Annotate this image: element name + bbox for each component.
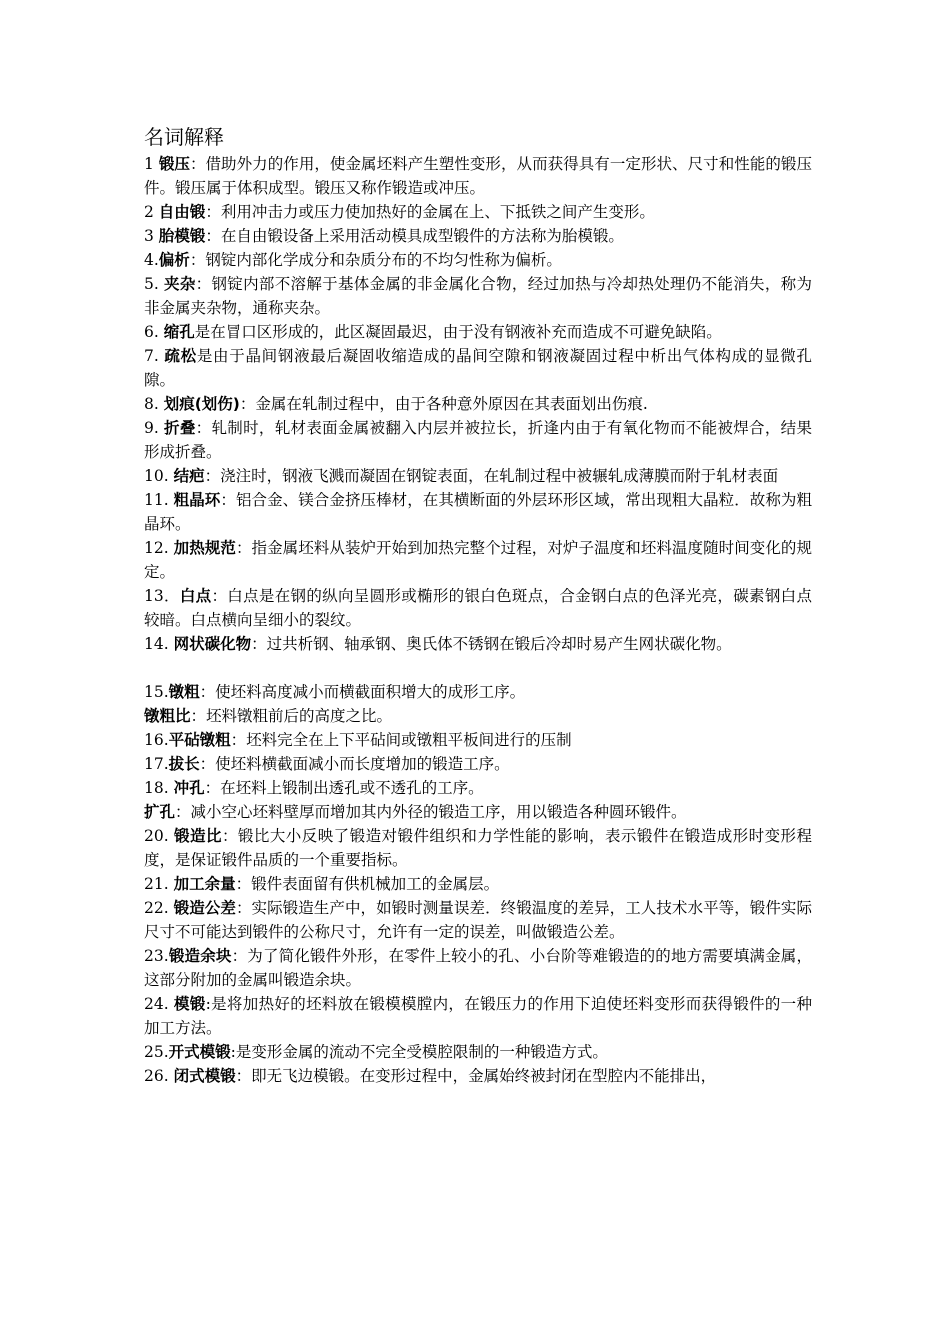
entry-definition: ：钢锭内部化学成分和杂质分布的不均匀性称为偏析。 bbox=[189, 251, 562, 269]
entry-number: 12. bbox=[144, 539, 174, 557]
entry-definition: ：浇注时，钢液飞溅而凝固在钢锭表面，在轧制过程中被辗轧成薄膜而附于轧材表面 bbox=[204, 467, 779, 485]
entry-term: 平砧镦粗 bbox=[168, 731, 231, 749]
entry-definition: ：利用冲击力或压力使加热好的金属在上、下抵铁之间产生变形。 bbox=[205, 203, 655, 221]
entry-number: 9. bbox=[144, 419, 165, 437]
entry-number: 26. bbox=[144, 1067, 174, 1085]
definition-entry bbox=[144, 824, 812, 872]
entry-term: 开式模锻 bbox=[168, 1043, 231, 1061]
entry-definition: ：在自由锻设备上采用活动模具成型锻件的方法称为胎模锻。 bbox=[205, 227, 624, 245]
entry-number: 2 bbox=[144, 203, 159, 221]
page-title: 名词解释 bbox=[144, 125, 224, 149]
definition-entry bbox=[144, 224, 812, 248]
entry-term: 镦粗比 bbox=[144, 707, 191, 725]
entry-number: 15. bbox=[144, 683, 169, 701]
definition-entry bbox=[144, 272, 812, 320]
definition-entry bbox=[144, 992, 812, 1040]
entry-number: 4. bbox=[144, 251, 159, 269]
entry-definition: :是将加热好的坯料放在锻模模膛内，在锻压力的作用下迫使坯料变形而获得锻件的一种加工方法。 bbox=[144, 995, 812, 1037]
entry-definition: :是变形金属的流动不完全受模腔限制的一种锻造方式。 bbox=[230, 1043, 608, 1061]
definition-entry bbox=[144, 488, 812, 536]
definition-entry bbox=[144, 728, 812, 752]
definition-entry bbox=[144, 584, 812, 632]
entry-number: 13． bbox=[144, 587, 180, 605]
definition-entry bbox=[144, 152, 812, 200]
entry-definition: ：借助外力的作用，使金属坯料产生塑性变形，从而获得具有一定形状、尺寸和性能的锻压件。锻压属于体积成型。锻压又称作锻造或冲压。 bbox=[144, 155, 812, 197]
entry-definition: 是由于晶间钢液最后凝固收缩造成的晶间空隙和钢液凝固过程中析出气体构成的显微孔隙。 bbox=[144, 347, 812, 389]
entry-number: 11. bbox=[144, 491, 174, 509]
entry-term: 锻造比 bbox=[174, 827, 222, 845]
entry-term: 锻造余块 bbox=[168, 947, 232, 965]
entry-number: 5. bbox=[144, 275, 165, 293]
entry-definition: ：坯料镦粗前后的高度之比。 bbox=[190, 707, 393, 725]
entry-definition: ：指金属坯料从装炉开始到加热完整个过程，对炉子温度和坯料温度随时间变化的规定。 bbox=[144, 539, 812, 581]
definition-entry bbox=[144, 1040, 812, 1064]
definition-list bbox=[144, 152, 812, 1088]
entry-definition: ：实际锻造生产中，如锻时测量误差．终锻温度的差异，工人技术水平等，锻件实际尺寸不可能达到锻件的公称尺寸，允许有一定的误差，叫做锻造公差。 bbox=[144, 899, 812, 941]
entry-term: 扩孔 bbox=[144, 803, 176, 821]
entry-number: 1 bbox=[144, 155, 159, 173]
definition-entry bbox=[144, 200, 812, 224]
entry-term: 缩孔 bbox=[163, 323, 195, 341]
entry-definition: ：锻件表面留有供机械加工的金属层。 bbox=[235, 875, 500, 893]
entry-term: 结疤 bbox=[173, 467, 205, 485]
document-page bbox=[144, 122, 812, 1088]
entry-definition: ：过共析钢、轴承钢、奥氏体不锈钢在锻后冷却时易产生网状碳化物。 bbox=[251, 635, 732, 653]
entry-term: 自由锻 bbox=[158, 203, 206, 221]
definition-entry bbox=[144, 680, 812, 704]
entry-definition: ：轧制时，轧材表面金属被翻入内层并被拉长，折逢内由于有氧化物而不能被焊合，结果形成折叠。 bbox=[144, 419, 812, 461]
entry-term: 偏析 bbox=[158, 251, 190, 269]
entry-number: 23. bbox=[144, 947, 169, 965]
entry-number: 10. bbox=[144, 467, 174, 485]
entry-definition: ：在坯料上锻制出透孔或不透孔的工序。 bbox=[204, 779, 484, 797]
entry-term: 冲孔 bbox=[173, 779, 205, 797]
definition-entry bbox=[144, 248, 812, 272]
entry-number: 8. bbox=[144, 395, 164, 413]
definition-entry bbox=[144, 752, 812, 776]
entry-definition: ：使坯料高度减小而横截面积增大的成形工序。 bbox=[199, 683, 526, 701]
entry-definition: ：白点是在钢的纵向呈圆形或椭形的银白色斑点，合金钢白点的色泽光亮，碳素钢白点较暗。白点横向呈细小的裂纹。 bbox=[144, 587, 812, 629]
entry-definition: ：使坯料横截面减小而长度增加的锻造工序。 bbox=[199, 755, 510, 773]
entry-term: 折叠 bbox=[164, 419, 196, 437]
entry-term: 闭式模锻 bbox=[173, 1067, 236, 1085]
entry-definition: 是在冒口区形成的，此区凝固最迟，由于没有钢液补充而造成不可避免缺陷。 bbox=[194, 323, 722, 341]
entry-definition: ：为了简化锻件外形，在零件上较小的孔、小台阶等难锻造的的地方需要填满金属，这部分附加的金属叫锻造余块。 bbox=[144, 947, 812, 989]
entry-term: 白点 bbox=[179, 587, 212, 605]
entry-definition: ：锻比大小反映了锻造对锻件组织和力学性能的影响，表示锻件在锻造成形时变形程度，是保证锻件品质的一个重要指标。 bbox=[144, 827, 812, 869]
definition-entry bbox=[144, 536, 812, 584]
entry-definition: ：即无飞边模锻。在变形过程中，金属始终被封闭在型腔内不能排出， bbox=[235, 1067, 717, 1085]
entry-term: 拔长 bbox=[168, 755, 200, 773]
definition-entry bbox=[144, 944, 812, 992]
definition-entry bbox=[144, 1064, 812, 1088]
entry-definition: ：钢锭内部不溶解于基体金属的非金属化合物，经过加热与冷却热处理仍不能消失，称为非金属夹杂物，通称夹杂。 bbox=[144, 275, 812, 317]
definition-entry bbox=[144, 344, 812, 392]
entry-term: 模锻 bbox=[173, 995, 206, 1013]
entry-number: 25. bbox=[144, 1043, 169, 1061]
entry-term: 加热规范 bbox=[173, 539, 236, 557]
definition-entry bbox=[144, 896, 812, 944]
definition-entry bbox=[144, 320, 812, 344]
entry-definition: ：减小空心坯料壁厚而增加其内外径的锻造工序，用以锻造各种圆环锻件。 bbox=[175, 803, 687, 821]
entry-number: 20. bbox=[144, 827, 175, 845]
entry-term: 网状碳化物 bbox=[173, 635, 252, 653]
definition-entry bbox=[144, 800, 812, 824]
entry-number: 7. bbox=[144, 347, 165, 365]
entry-number: 24. bbox=[144, 995, 174, 1013]
entry-term: 锻造公差 bbox=[173, 899, 236, 917]
entry-term: 锻压 bbox=[158, 155, 190, 173]
entry-number: 21. bbox=[144, 875, 174, 893]
entry-number: 6. bbox=[144, 323, 164, 341]
entry-term: 疏松 bbox=[164, 347, 197, 365]
definition-entry bbox=[144, 704, 812, 728]
definition-entry bbox=[144, 632, 812, 656]
entry-number: 17. bbox=[144, 755, 169, 773]
blank-line bbox=[144, 656, 812, 680]
entry-term: 粗晶环 bbox=[173, 491, 221, 509]
entry-number: 14. bbox=[144, 635, 174, 653]
entry-term: 镦粗 bbox=[168, 683, 200, 701]
entry-number: 18. bbox=[144, 779, 174, 797]
definition-entry bbox=[144, 872, 812, 896]
entry-number: 3 bbox=[144, 227, 159, 245]
entry-term: 夹杂 bbox=[164, 275, 196, 293]
entry-definition: ：铝合金、镁合金挤压棒材，在其横断面的外层环形区域，常出现粗大晶粒．故称为粗晶环。 bbox=[144, 491, 812, 533]
entry-number: 16. bbox=[144, 731, 169, 749]
definition-entry bbox=[144, 464, 812, 488]
definition-entry bbox=[144, 416, 812, 464]
entry-term: 胎模锻 bbox=[158, 227, 206, 245]
definition-entry bbox=[144, 776, 812, 800]
entry-definition: ：金属在轧制过程中，由于各种意外原因在其表面划出伤痕. bbox=[239, 395, 648, 413]
entry-term: 加工余量 bbox=[173, 875, 236, 893]
entry-term: 划痕(划伤) bbox=[163, 395, 240, 413]
entry-number: 22. bbox=[144, 899, 174, 917]
entry-definition: ：坯料完全在上下平砧间或镦粗平板间进行的压制 bbox=[230, 731, 572, 749]
definition-entry bbox=[144, 392, 812, 416]
